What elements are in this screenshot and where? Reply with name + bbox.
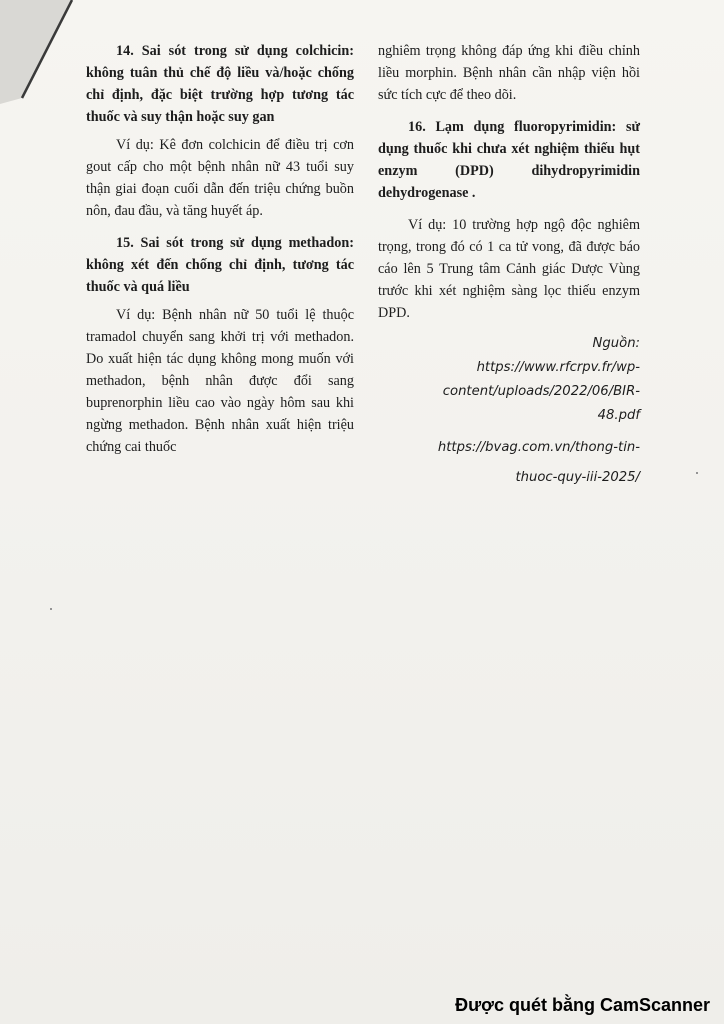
item-14-example: Ví dụ: Kê đơn colchicin để điều trị cơn gout cấp cho một bệnh nhân nữ 43 tuổi suy thận giai đoạn cuối dẫn đến triệu chứng buồn nôn, đau đầu, và tăng huyết áp. [86,137,354,219]
camscanner-watermark: Được quét bằng CamScanner [455,995,710,1015]
source-url-2-line-2: thuoc-quy-iii-2025/ [515,470,640,485]
source-url-2-line-1: https://bvag.com.vn/thong-tin- [437,440,640,455]
scan-speck [696,472,698,474]
item-14-heading: 14. Sai sót trong sử dụng colchicin: không tuân thủ chế độ liều và/hoặc chống chỉ định, đặc biệt trường hợp tương tác thuốc và suy thận hoặc suy gan [86,43,354,125]
sources-block [378,332,640,490]
sources-label: Nguồn: [592,336,640,351]
source-url-1-line-3: 48.pdf [597,408,640,423]
item-16-example: Ví dụ: 10 trường hợp ngộ độc nghiêm trọng, trong đó có 1 ca tử vong, đã được báo cáo lên 5 Trung tâm Cảnh giác Dược Vùng trước khi xét nghiệm sàng lọc thiếu enzym DPD. [378,217,640,321]
item-16-heading: 16. Lạm dụng fluoropyrimidin: sử dụng thuốc khi chưa xét nghiệm thiếu hụt enzym (DPD) dihydropyrimidin dehydrogenase . [378,119,640,201]
left-column [86,40,354,458]
source-url-1-line-1: https://www.rfcrpv.fr/wp- [476,360,640,375]
item-15-example: Ví dụ: Bệnh nhân nữ 50 tuổi lệ thuộc tramadol chuyển sang khởi trị với methadon. Do xuất hiện tác dụng không mong muốn với methadon, bệnh nhân được đổi sang buprenorphin liều cao vào ngày hôm sau khi ngừng methadon. Bệnh nhân xuất hiện triệu chứng cai thuốc [86,307,354,455]
source-url-1-line-2: content/uploads/2022/06/BIR- [442,384,640,399]
right-column [378,40,640,490]
item-15-continuation: nghiêm trọng không đáp ứng khi điều chỉnh liều morphin. Bệnh nhân cần nhập viện hồi sức tích cực để theo dõi. [378,43,640,103]
item-15-heading: 15. Sai sót trong sử dụng methadon: không xét đến chống chỉ định, tương tác thuốc và quá liều [86,235,354,295]
scan-speck [50,608,52,610]
